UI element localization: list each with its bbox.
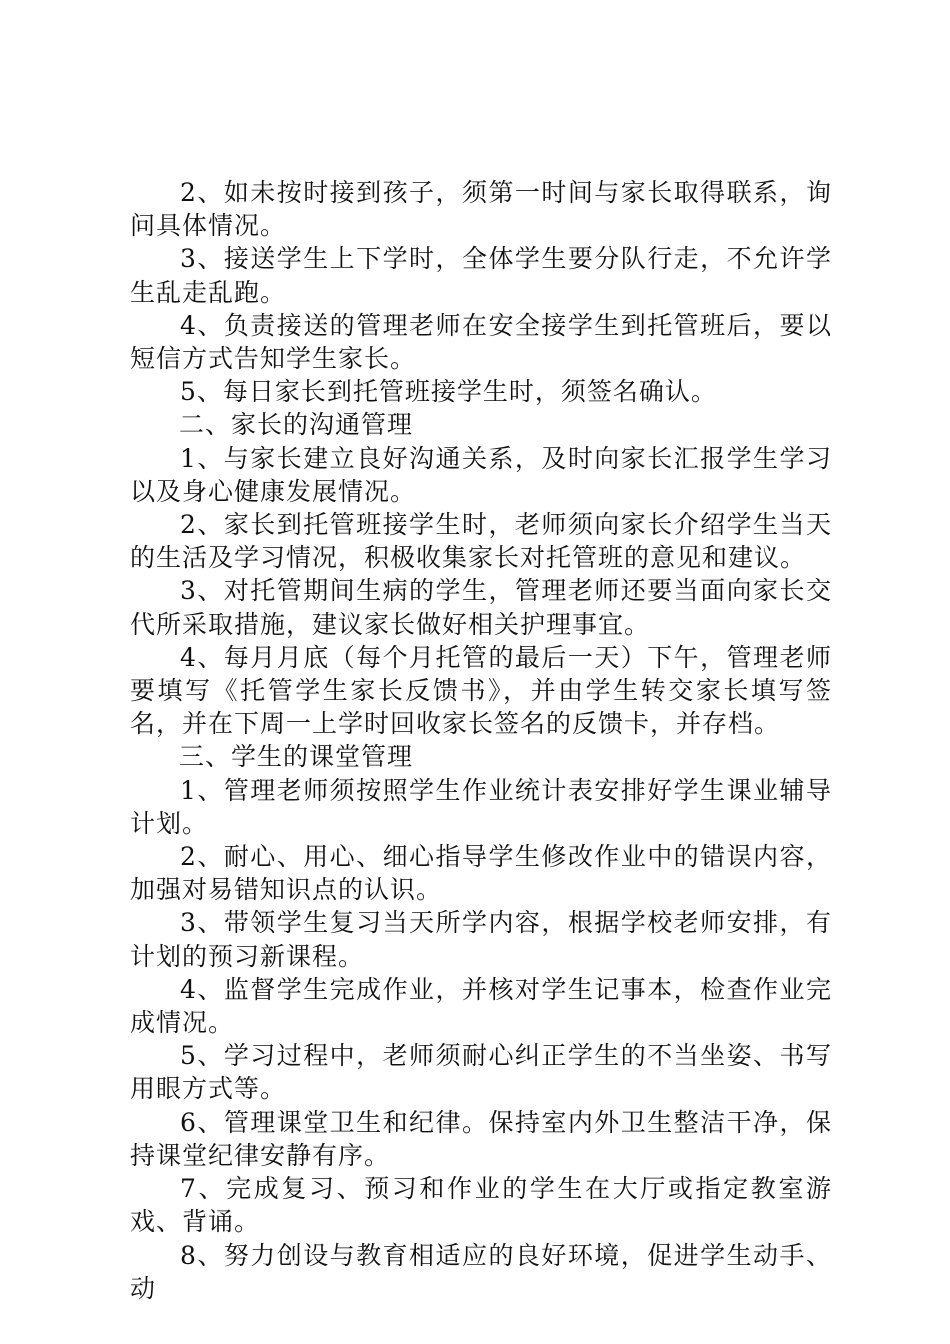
paragraph-communication-4: 4、每月月底（每个月托管的最后一天）下午，管理老师要填写《托管学生家长反馈书》，并由学生转交家长填写签名，并在下周一上学时回收家长签名的反馈卡，并存档。: [130, 642, 832, 739]
paragraph-communication-3: 3、对托管期间生病的学生，管理老师还要当面向家长交代所采取措施，建议家长做好相关护理事宜。: [130, 576, 832, 639]
paragraph-classroom-4: 4、监督学生完成作业，并核对学生记事本，检查作业完成情况。: [130, 974, 832, 1038]
paragraph-classroom-5: 5、学习过程中，老师须耐心纠正学生的不当坐姿、书写用眼方式等。: [130, 1041, 832, 1104]
paragraph-communication-1: 1、与家长建立良好沟通关系，及时向家长汇报学生学习以及身心健康发展情况。: [130, 443, 832, 506]
paragraph-classroom-6: 6、管理课堂卫生和纪律。保持室内外卫生整洁干净，保持课堂纪律安静有序。: [130, 1107, 832, 1170]
paragraph-pickup-2: 2、如未按时接到孩子，须第一时间与家长取得联系，询问具体情况。: [130, 178, 832, 241]
section-heading-parent-communication: 二、家长的沟通管理: [179, 410, 414, 440]
paragraph-classroom-3: 3、带领学生复习当天所学内容，根据学校老师安排，有计划的预习新课程。: [130, 908, 832, 971]
paragraph-classroom-8: 8、努力创设与教育相适应的良好环境，促进学生动手、动: [130, 1240, 832, 1303]
paragraph-classroom-1: 1、管理老师须按照学生作业统计表安排好学生课业辅导计划。: [130, 775, 832, 838]
paragraph-pickup-5: 5、每日家长到托管班接学生时，须签名确认。: [180, 377, 717, 407]
section-heading-classroom-management: 三、学生的课堂管理: [179, 742, 414, 772]
paragraph-classroom-7: 7、完成复习、预习和作业的学生在大厅或指定教室游戏、背诵。: [130, 1174, 832, 1237]
paragraph-pickup-4: 4、负责接送的管理老师在安全接学生到托管班后，要以短信方式告知学生家长。: [130, 310, 832, 374]
paragraph-communication-2: 2、家长到托管班接学生时，老师须向家长介绍学生当天的生活及学习情况，积极收集家长对托管班的意见和建议。: [130, 510, 832, 573]
document-body: [130, 176, 832, 1305]
paragraph-classroom-2: 2、耐心、用心、细心指导学生修改作业中的错误内容，加强对易错知识点的认识。: [130, 842, 832, 905]
paragraph-pickup-3: 3、接送学生上下学时，全体学生要分队行走，不允许学生乱走乱跑。: [130, 244, 832, 307]
